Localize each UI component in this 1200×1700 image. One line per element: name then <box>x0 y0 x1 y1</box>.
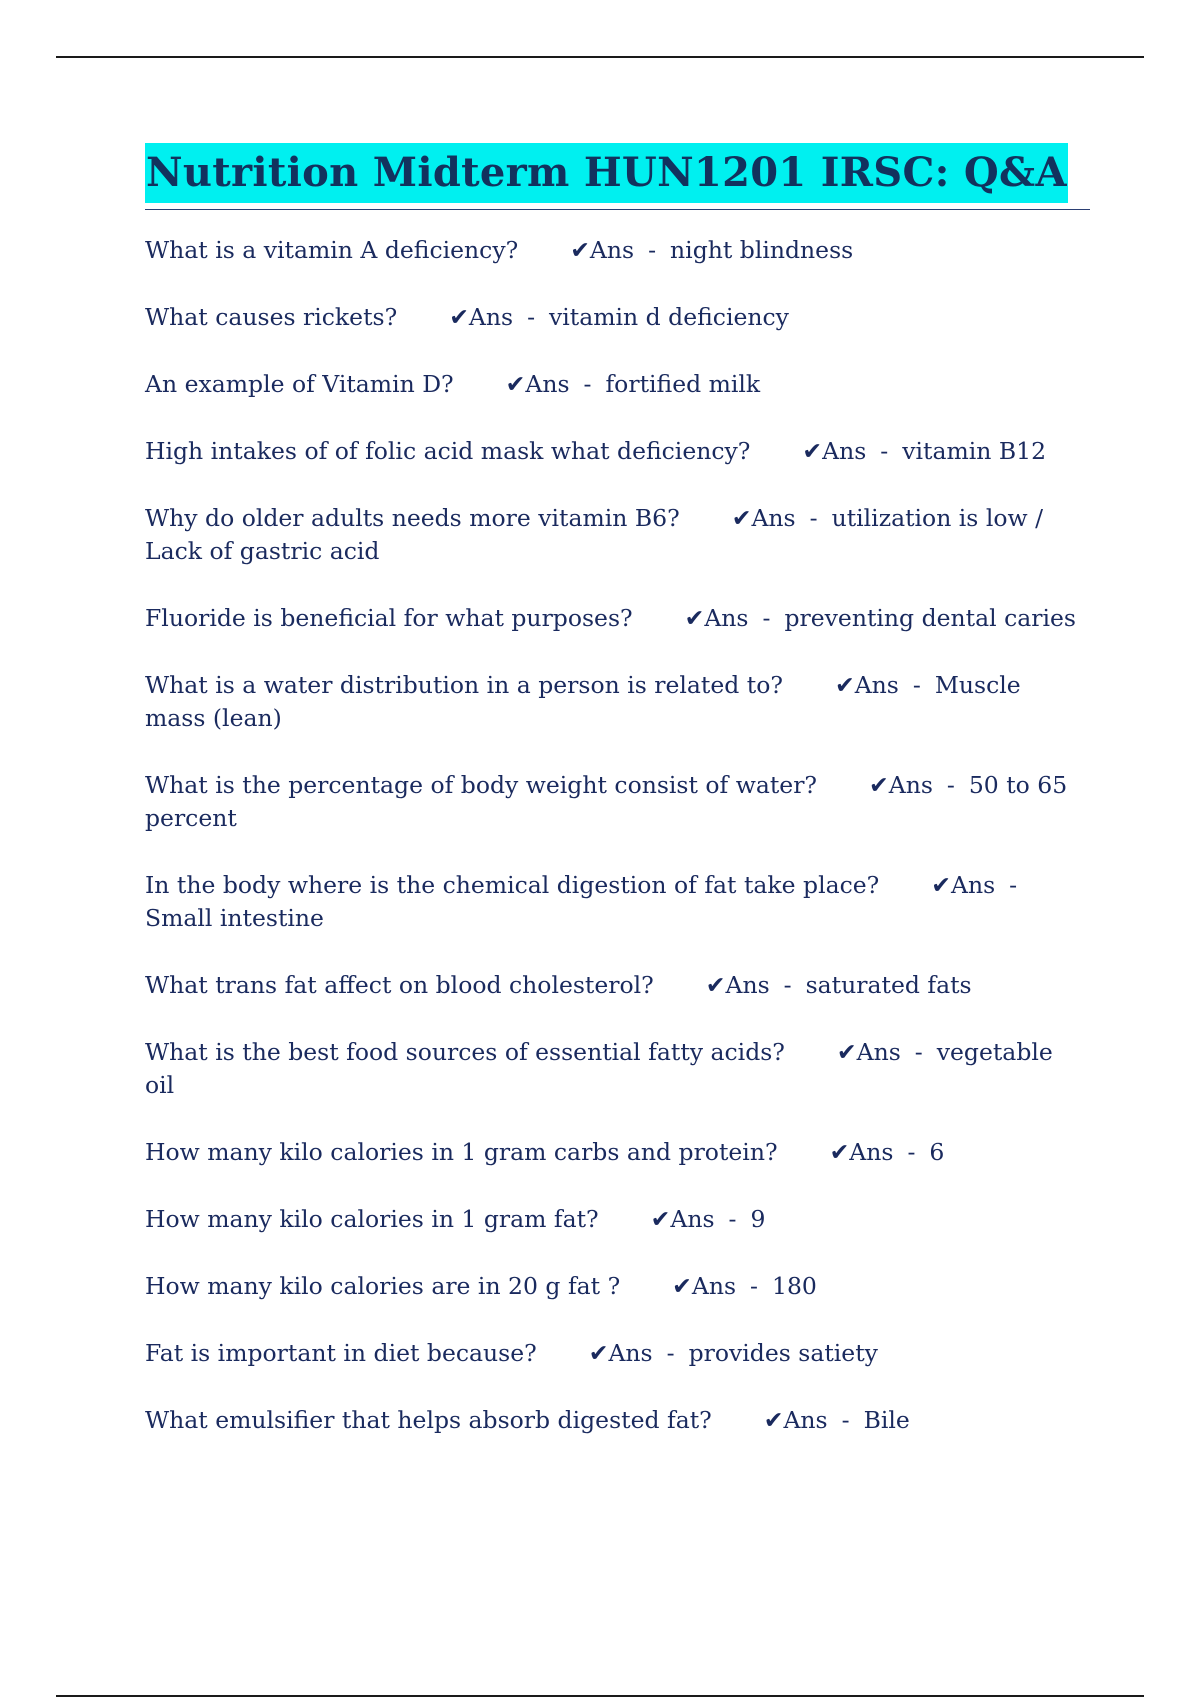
header-rule <box>56 56 1144 58</box>
question-text: How many kilo calories in 1 gram fat? <box>145 1205 599 1233</box>
answer-dash: - <box>912 671 921 699</box>
answer-dash: - <box>527 303 536 331</box>
checkmark-icon: ✔ <box>869 771 889 799</box>
answer-text: 180 <box>772 1272 817 1300</box>
answer-text: 9 <box>750 1205 766 1233</box>
qa-item <box>145 1404 1085 1437</box>
question-text: High intakes of of folic acid mask what deficiency? <box>145 437 751 465</box>
answer-dash: - <box>809 504 818 532</box>
checkmark-icon: ✔ <box>763 1406 784 1434</box>
checkmark-icon: ✔ <box>802 437 823 465</box>
answer-text: utilization is low / Lack of gastric acid <box>145 504 1044 565</box>
qa-item <box>145 1136 1085 1169</box>
question-text: What trans fat affect on blood cholesterol? <box>145 971 654 999</box>
qa-item <box>145 1337 1085 1370</box>
ans-label: Ans <box>822 437 867 465</box>
answer-text: Muscle mass (lean) <box>145 671 1021 732</box>
question-text: An example of Vitamin D? <box>145 370 454 398</box>
qa-item <box>145 301 1085 334</box>
qa-item <box>145 234 1085 267</box>
answer-text: Bile <box>863 1406 910 1434</box>
qa-item <box>145 1270 1085 1303</box>
question-text: What is a water distribution in a person is related to? <box>145 671 783 699</box>
question-text: What is the percentage of body weight consist of water? <box>145 771 818 799</box>
ans-label: Ans <box>704 604 749 632</box>
answer-text: vitamin B12 <box>902 437 1047 465</box>
answer-text: 6 <box>929 1138 945 1166</box>
checkmark-icon: ✔ <box>731 504 752 532</box>
question-text: Fluoride is beneficial for what purposes? <box>145 604 633 632</box>
document-body <box>145 143 1090 1471</box>
ans-label: Ans <box>670 1205 715 1233</box>
qa-item <box>145 368 1085 401</box>
answer-text: provides satiety <box>688 1339 878 1367</box>
answer-dash: - <box>946 771 955 799</box>
answer-dash: - <box>914 1038 923 1066</box>
qa-item <box>145 502 1085 568</box>
answer-text: vegetable oil <box>145 1038 1053 1099</box>
ans-label: Ans <box>751 504 796 532</box>
answer-dash: - <box>1009 871 1018 899</box>
ans-label: Ans <box>589 236 635 264</box>
answer-dash: - <box>750 1272 758 1300</box>
qa-list <box>145 234 1090 1437</box>
qa-item <box>145 769 1085 835</box>
document-title: Nutrition Midterm HUN1201 IRSC: Q&A <box>145 143 1068 203</box>
question-text: What emulsifier that helps absorb digested fat? <box>145 1406 712 1434</box>
answer-text: 50 to 65 percent <box>145 771 1068 832</box>
qa-item <box>145 435 1085 468</box>
ans-label: Ans <box>725 971 770 999</box>
answer-dash: - <box>583 370 592 398</box>
title-block <box>145 143 1090 210</box>
checkmark-icon: ✔ <box>836 1038 857 1066</box>
question-text: How many kilo calories in 1 gram carbs and protein? <box>145 1138 778 1166</box>
qa-item <box>145 1036 1085 1102</box>
qa-item <box>145 869 1085 935</box>
ans-label: Ans <box>525 370 570 398</box>
footer-rule <box>56 1695 1144 1697</box>
checkmark-icon: ✔ <box>570 236 590 264</box>
answer-text: vitamin d deficiency <box>549 303 789 331</box>
ans-label: Ans <box>854 671 899 699</box>
checkmark-icon: ✔ <box>672 1272 692 1300</box>
answer-dash: - <box>880 437 889 465</box>
qa-item <box>145 602 1085 635</box>
checkmark-icon: ✔ <box>835 671 855 699</box>
answer-dash: - <box>666 1339 675 1367</box>
checkmark-icon: ✔ <box>449 303 469 331</box>
checkmark-icon: ✔ <box>650 1205 671 1233</box>
qa-item <box>145 1203 1085 1236</box>
checkmark-icon: ✔ <box>505 370 526 398</box>
ans-label: Ans <box>691 1272 737 1300</box>
ans-label: Ans <box>856 1038 901 1066</box>
ans-label: Ans <box>468 303 514 331</box>
answer-text: preventing dental caries <box>784 604 1076 632</box>
answer-dash: - <box>783 971 792 999</box>
question-text: How many kilo calories are in 20 g fat ? <box>145 1272 621 1300</box>
question-text: What is the best food sources of essential fatty acids? <box>145 1038 785 1066</box>
checkmark-icon: ✔ <box>684 604 705 632</box>
question-text: Fat is important in diet because? <box>145 1339 537 1367</box>
question-text: What causes rickets? <box>145 303 398 331</box>
answer-dash: - <box>841 1406 850 1434</box>
answer-dash: - <box>762 604 771 632</box>
checkmark-icon: ✔ <box>705 971 726 999</box>
answer-text: Small intestine <box>145 904 324 932</box>
answer-text: fortified milk <box>605 370 761 398</box>
ans-label: Ans <box>608 1339 653 1367</box>
answer-dash: - <box>648 236 657 264</box>
answer-dash: - <box>728 1205 737 1233</box>
ans-label: Ans <box>783 1406 828 1434</box>
qa-item <box>145 669 1085 735</box>
question-text: What is a vitamin A deficiency? <box>145 236 519 264</box>
answer-text: saturated fats <box>805 971 972 999</box>
answer-text: night blindness <box>670 236 854 264</box>
qa-item <box>145 969 1085 1002</box>
checkmark-icon: ✔ <box>588 1339 609 1367</box>
answer-dash: - <box>907 1138 916 1166</box>
question-text: In the body where is the chemical digestion of fat take place? <box>145 871 880 899</box>
ans-label: Ans <box>951 871 996 899</box>
ans-label: Ans <box>849 1138 894 1166</box>
checkmark-icon: ✔ <box>829 1138 850 1166</box>
ans-label: Ans <box>888 771 933 799</box>
checkmark-icon: ✔ <box>931 871 951 899</box>
question-text: Why do older adults needs more vitamin B6? <box>145 504 680 532</box>
